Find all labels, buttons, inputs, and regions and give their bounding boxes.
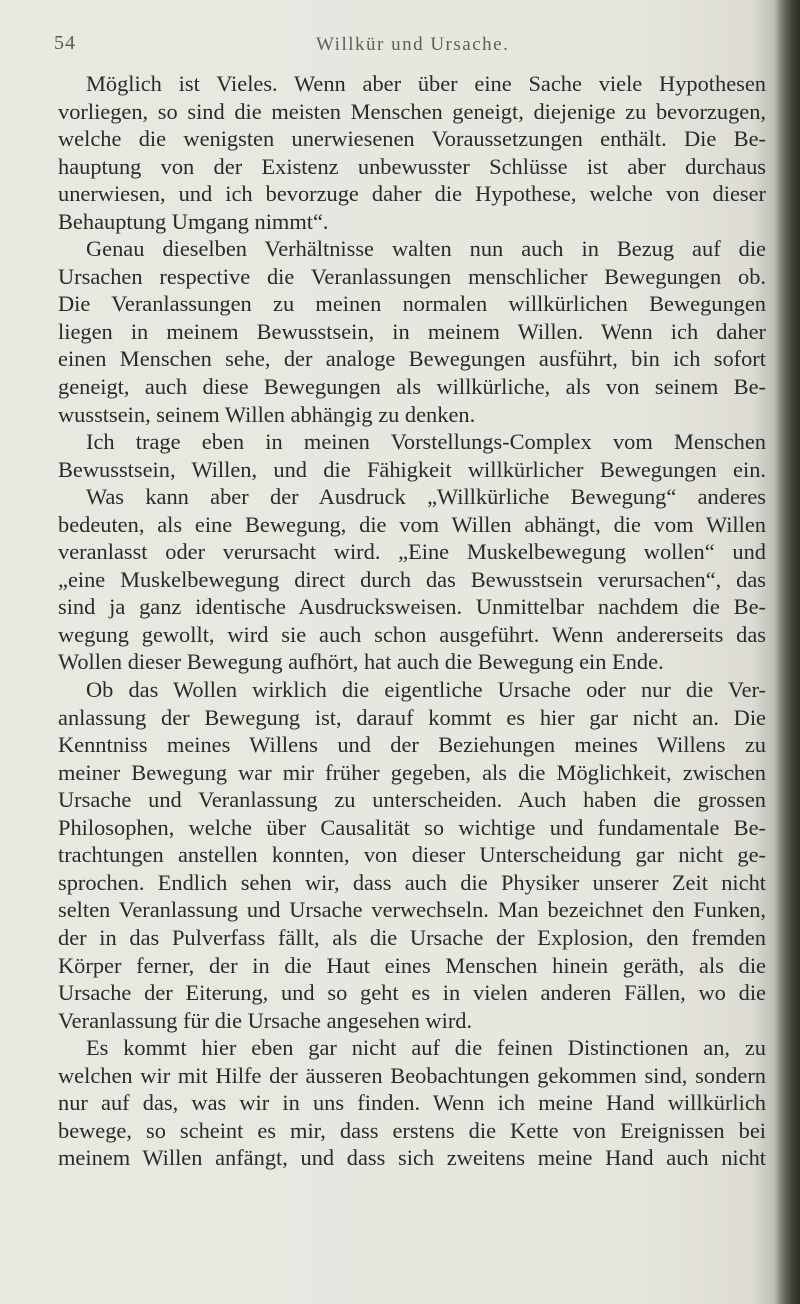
text-line: bedeuten, als eine Bewegung, die vom Willen abhängt, die vom Willen <box>58 511 766 537</box>
text-line: geneigt, auch diese Bewegungen als willkürliche, als von seinem Be- <box>58 374 766 400</box>
page-edge-shadow <box>774 0 800 1304</box>
text-line: Was kann aber der Ausdruck „Willkürliche Bewegung“ anderes <box>86 484 766 510</box>
text-line: wegung gewollt, wird sie auch schon ausgeführt. Wenn andererseits das <box>58 621 766 647</box>
text-line: vorliegen, so sind die meisten Menschen geneigt, diejenige zu bevorzugen, <box>58 98 766 124</box>
text-line: Behauptung Umgang nimmt“. <box>58 208 329 234</box>
running-head: Willkür und Ursache. <box>316 34 510 55</box>
text-line: veranlasst oder verursacht wird. „Eine Muskelbewegung wollen“ und <box>58 539 766 565</box>
text-line: unerwiesen, und ich bevorzuge daher die Hypothese, welche von dieser <box>58 181 766 207</box>
text-line: der in das Pulverfass fällt, als die Ursache der Explosion, den fremden <box>58 924 766 950</box>
text-line: „eine Muskelbewegung direct durch das Bewusstsein verursachen“, das <box>58 566 766 592</box>
text-line: welchen wir mit Hilfe der äusseren Beobachtungen gekommen sind, sondern <box>58 1062 766 1088</box>
text-line: Philosophen, welche über Causalität so wichtige und fundamentale Be- <box>58 814 766 840</box>
page-header <box>54 32 754 62</box>
body-text <box>58 70 766 1172</box>
text-line: Ursache der Eiterung, und so geht es in vielen anderen Fällen, wo die <box>58 980 766 1006</box>
text-line: wusstsein, seinem Willen abhängig zu denken. <box>58 401 476 427</box>
text-line: meinem Willen anfängt, und dass sich zweitens meine Hand auch nicht <box>58 1145 766 1171</box>
text-line: Wollen dieser Bewegung aufhört, hat auch die Bewegung ein Ende. <box>58 649 664 675</box>
text-line: Möglich ist Vieles. Wenn aber über eine Sache viele Hypothesen <box>86 71 766 96</box>
text-line: bewege, so scheint es mir, dass erstens die Kette von Ereignissen bei <box>58 1117 766 1143</box>
text-line: Ob das Wollen wirklich die eigentliche Ursache oder nur die Ver- <box>86 677 766 703</box>
text-line: Ich trage eben in meinen Vorstellungs-Complex vom Menschen <box>86 429 766 455</box>
text-line: sind ja ganz identische Ausdrucksweisen. Unmittelbar nachdem die Be- <box>58 594 766 620</box>
text-line: Bewusstsein, Willen, und die Fähigkeit willkürlicher Bewegungen ein. <box>58 456 766 482</box>
text-line: Ursache und Veranlassung zu unterscheiden. Auch haben die grossen <box>58 787 766 813</box>
text-line: Körper ferner, der in die Haut eines Menschen hinein geräth, als die <box>58 952 766 978</box>
text-line: Ursachen respective die Veranlassungen menschlicher Bewegungen ob. <box>58 263 766 289</box>
text-line: sprochen. Endlich sehen wir, dass auch die Physiker unserer Zeit nicht <box>58 869 766 895</box>
text-line: anlassung der Bewegung ist, darauf kommt es hier gar nicht an. Die <box>58 704 766 730</box>
text-line: Veranlassung für die Ursache angesehen wird. <box>58 1007 473 1033</box>
text-line: selten Veranlassung und Ursache verwechseln. Man bezeichnet den Funken, <box>58 897 766 923</box>
text-line: Es kommt hier eben gar nicht auf die feinen Distinctionen an, zu <box>86 1035 766 1061</box>
text-line: trachtungen anstellen konnten, von dieser Unterscheidung gar nicht ge- <box>58 842 766 868</box>
text-line: meiner Bewegung war mir früher gegeben, als die Möglichkeit, zwischen <box>58 759 766 785</box>
text-line: Kenntniss meines Willens und der Beziehungen meines Willens zu <box>58 732 766 758</box>
text-line: nur auf das, was wir in uns finden. Wenn ich meine Hand willkürlich <box>58 1090 766 1116</box>
text-line: Genau dieselben Verhältnisse walten nun auch in Bezug auf die <box>86 236 766 262</box>
page-number: 54 <box>54 32 76 54</box>
text-line: einen Menschen sehe, der analoge Bewegungen ausführt, bin ich sofort <box>58 346 766 372</box>
text-line: Die Veranlassungen zu meinen normalen willkürlichen Bewegungen <box>58 291 766 317</box>
text-line: welche die wenigsten unerwiesenen Voraussetzungen enthält. Die Be- <box>58 126 766 152</box>
text-line: liegen in meinem Bewusstsein, in meinem Willen. Wenn ich daher <box>58 318 766 344</box>
text-line: hauptung von der Existenz unbewusster Schlüsse ist aber durchaus <box>58 153 766 179</box>
